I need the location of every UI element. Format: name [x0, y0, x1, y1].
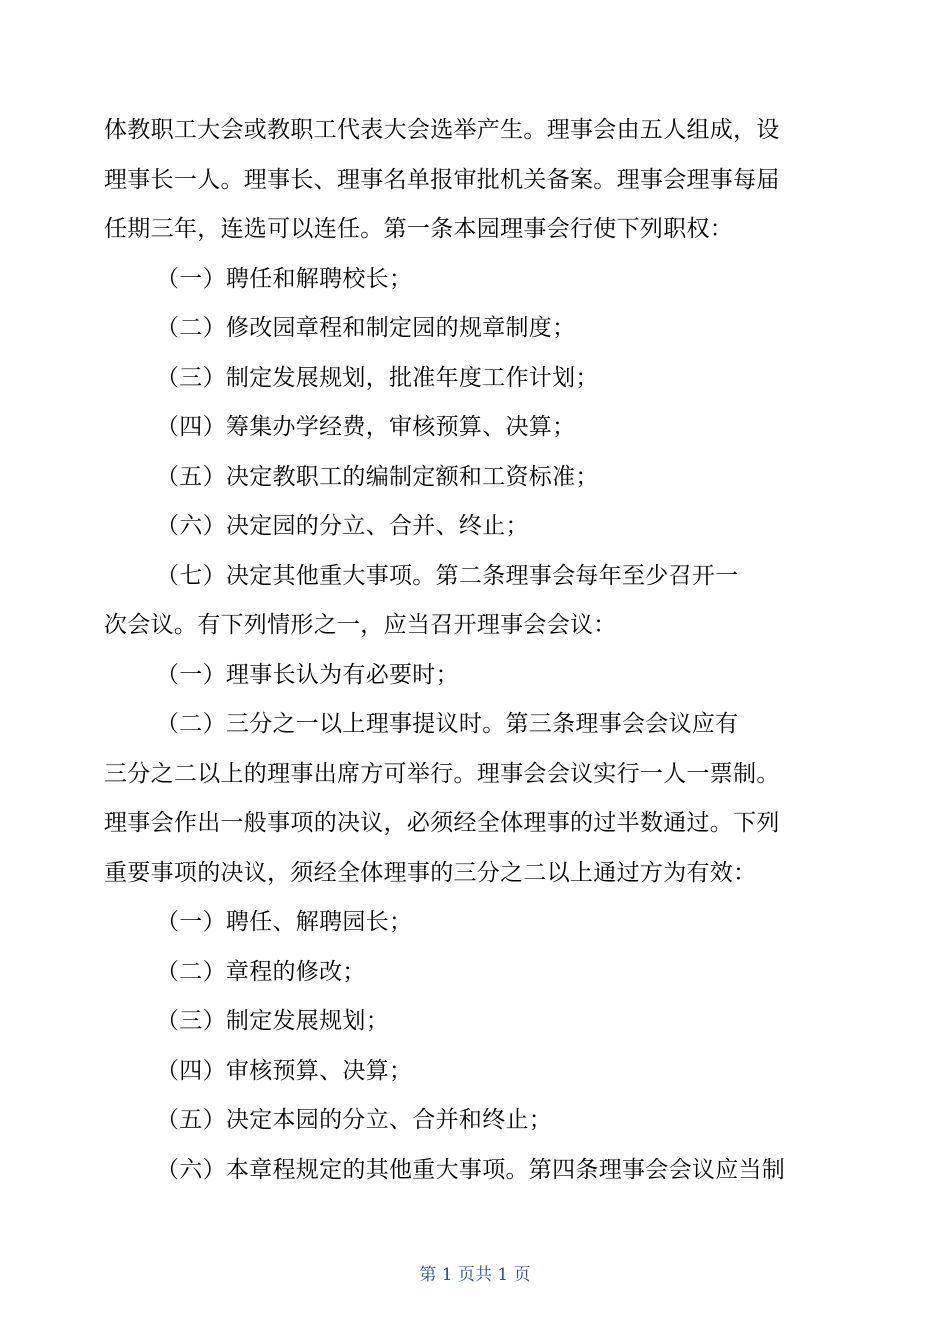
text-line: （一）聘任、解聘园长； — [156, 909, 413, 935]
text-line: （五）决定本园的分立、合并和终止； — [156, 1107, 553, 1133]
text-line: （四）审核预算、决算； — [156, 1057, 413, 1084]
text-line: （五）决定教职工的编制定额和工资标准； — [156, 463, 599, 490]
text-line: （四）筹集办学经费，审核预算、决算； — [156, 414, 576, 440]
text-line: 重要事项的决议，须经全体理事的三分之二以上通过方为有效： — [104, 859, 757, 886]
text-line: 任期三年，连选可以连任。第一条本园理事会行使下列职权： — [104, 216, 734, 242]
document-body — [104, 106, 844, 1195]
text-line: （二）三分之一以上理事提议时。第三条理事会会议应有 — [156, 711, 739, 737]
text-line: （一）聘任和解聘校长； — [156, 265, 413, 292]
text-line: （二）修改园章程和制定园的规章制度； — [156, 315, 576, 341]
text-line: （三）制定发展规划； — [156, 1008, 389, 1034]
text-line: （六）决定园的分立、合并、终止； — [156, 513, 529, 539]
text-line: （一）理事长认为有必要时； — [156, 661, 459, 688]
text-line: 理事会作出一般事项的决议，必须经全体理事的过半数通过。下列 — [104, 810, 780, 836]
text-line: （二）章程的修改； — [156, 958, 366, 985]
text-line: 体教职工大会或教职工代表大会选举产生。理事会由五人组成，设 — [104, 117, 780, 143]
text-line: 三分之二以上的理事出席方可举行。理事会会议实行一人一票制。 — [104, 760, 780, 787]
page-footer: 第 1 页共 1 页 — [419, 1265, 531, 1285]
text-line: 次会议。有下列情形之一，应当召开理事会会议： — [104, 612, 617, 638]
text-line: （六）本章程规定的其他重大事项。第四条理事会会议应当制 — [156, 1156, 786, 1183]
text-line: （三）制定发展规划，批准年度工作计划； — [156, 364, 599, 391]
text-line: 理事长一人。理事长、理事名单报审批机关备案。理事会理事每届 — [104, 166, 780, 193]
text-line: （七）决定其他重大事项。第二条理事会每年至少召开一 — [156, 562, 739, 589]
